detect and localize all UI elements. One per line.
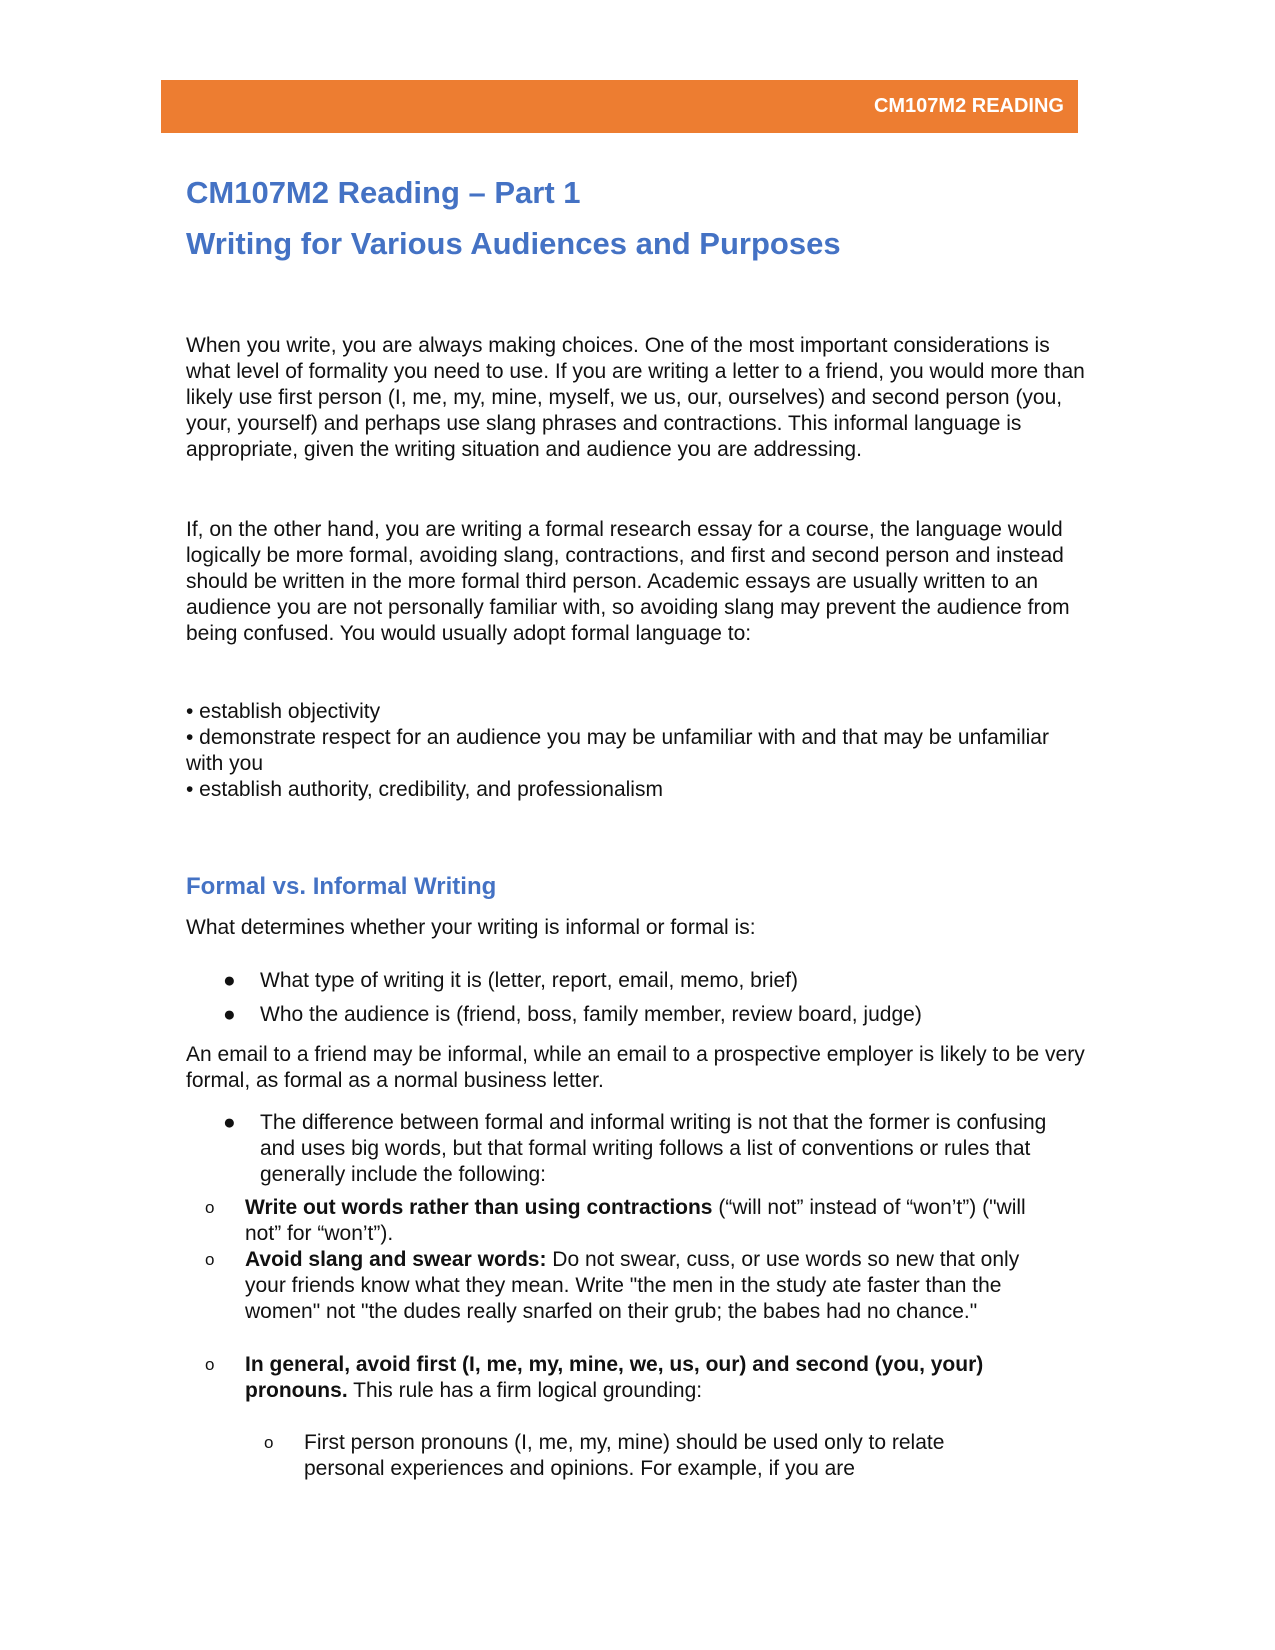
intro-paragraph-2: If, on the other hand, you are writing a formal research essay for a course, the language would logically be more formal, avoiding slang, contractions, and first and second person and instead should be written in the more formal third person. Academic essays are usually written to an audience you are not personally familiar with, so avoiding slang may prevent the audience from being confused. You would usually adopt formal language to: [186, 518, 1070, 645]
email-formality-paragraph: An email to a friend may be informal, while an email to a prospective employer is likely to be very formal, as formal as a normal business letter. [186, 1043, 1085, 1092]
rule-detail: This rule has a firm logical grounding: [347, 1379, 703, 1402]
rule-detail: Do not swear, cuss, or use words so new that only your friends know what they mean. Write "the men in the study ate faster than the women" not "the dudes really snarfed on their grub; the babes had no chance." [245, 1248, 1020, 1323]
formal-language-reasons-list [186, 699, 1086, 803]
bullet-marker: ● [223, 969, 236, 992]
list-item-text: The difference between formal and informal writing is not that the former is confusing and uses big words, but that formal writing follows a list of conventions or rules that generally include the following: [260, 1111, 1047, 1186]
bullet-marker: o [264, 1433, 274, 1452]
list-item: • establish authority, credibility, and professionalism [186, 778, 663, 801]
rule-bold: In general, avoid first (I, me, my, mine, we, us, our) and second (you, your) pronouns. [245, 1353, 984, 1402]
list-item: • establish objectivity [186, 700, 381, 723]
intro-paragraph-1: When you write, you are always making choices. One of the most important considerations is what level of formality you need to use. If you are writing a letter to a friend, you would more than likely use first person (I, me, my, mine, myself, we us, our, ourselves) and second person (you, your, yourself) and perhaps use slang phrases and contractions. This informal language is appropriate, given the writing situation and audience you are addressing. [186, 334, 1085, 461]
bullet-marker: ● [223, 1003, 236, 1026]
document-subtitle: Writing for Various Audiences and Purposes [186, 226, 841, 261]
sub-rule-text: First person pronouns (I, me, my, mine) should be used only to relate personal experiences and opinions. For example, if you are [304, 1431, 945, 1480]
list-item-text: Who the audience is (friend, boss, family member, review board, judge) [260, 1003, 922, 1026]
rule-text [245, 1247, 1045, 1325]
bullet-marker: o [205, 1355, 215, 1374]
rule-detail: (“will not” instead of “won’t”) ("will not” for “won’t”). [245, 1196, 1026, 1245]
section-lead: What determines whether your writing is informal or formal is: [186, 916, 756, 939]
list-item: • demonstrate respect for an audience you may be unfamiliar with and that may be unfamiliar with you [186, 726, 1049, 775]
rule-bold: Write out words rather than using contractions [245, 1196, 713, 1219]
document-title: CM107M2 Reading – Part 1 [186, 175, 581, 210]
rule-text [245, 1195, 1045, 1247]
rule-text [245, 1352, 1045, 1404]
bullet-marker: o [205, 1250, 215, 1269]
bullet-marker: ● [223, 1111, 236, 1134]
list-item-text: What type of writing it is (letter, report, email, memo, brief) [260, 969, 799, 992]
rule-bold: Avoid slang and swear words: [245, 1248, 547, 1271]
header-bar [161, 80, 1078, 133]
section-heading: Formal vs. Informal Writing [186, 873, 497, 900]
bullet-marker: o [205, 1198, 215, 1217]
header-label: CM107M2 READING [873, 95, 1064, 117]
